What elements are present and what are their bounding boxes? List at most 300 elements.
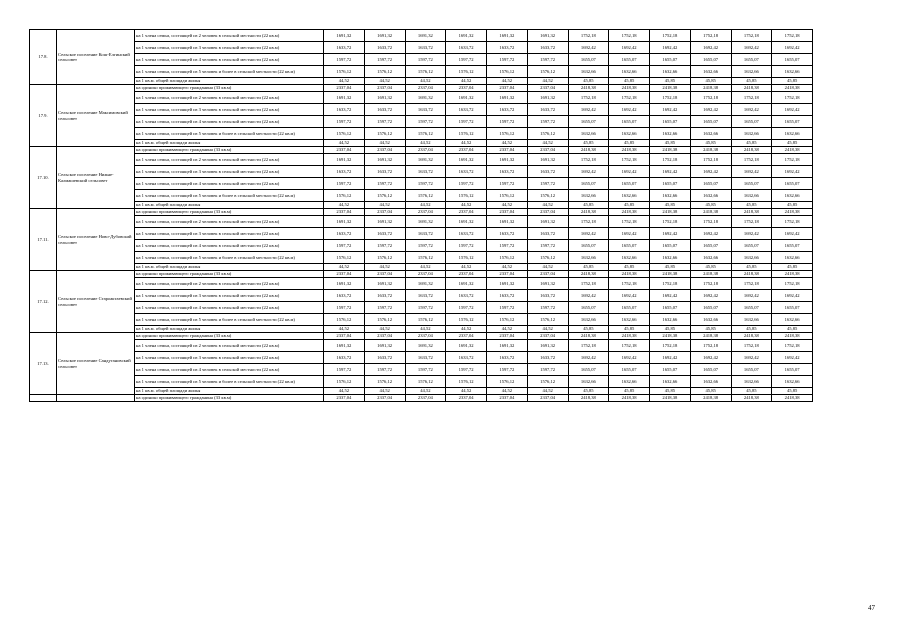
value-cell: 1632,66	[772, 252, 813, 264]
value-cell: 1632,66	[772, 128, 813, 140]
value-cell: 1655,07	[772, 54, 813, 66]
value-cell: 1692,42	[690, 352, 731, 364]
value-cell: 2418,38	[690, 271, 731, 278]
document-page	[29, 29, 800, 402]
value-cell: 2337,04	[487, 333, 528, 340]
row-description: на 1 члена семьи, состоящей из 2 человек в сельской местности (22 кв.м)	[135, 340, 324, 352]
row-description: на 1 члена семьи, состоящей из 2 человек в сельской местности (22 кв.м)	[135, 278, 324, 290]
value-cell: 1691,32	[527, 216, 568, 228]
value-cell: 1691,32	[405, 154, 446, 166]
value-cell: 1633,72	[324, 42, 365, 54]
value-cell: 1632,66	[609, 314, 650, 326]
value-cell: 2418,38	[609, 333, 650, 340]
value-cell: 2418,38	[650, 395, 691, 402]
value-cell: 1632,66	[690, 252, 731, 264]
value-cell: 1692,42	[731, 352, 772, 364]
value-cell: 2337,04	[527, 333, 568, 340]
value-cell: 2418,38	[731, 333, 772, 340]
value-cell: 1692,42	[650, 166, 691, 178]
value-cell: 1597,72	[527, 54, 568, 66]
table-row	[30, 278, 813, 290]
value-cell: 44,52	[364, 388, 405, 395]
value-cell: 1632,66	[568, 252, 609, 264]
value-cell: 1576,12	[487, 128, 528, 140]
value-cell: 44,52	[446, 326, 487, 333]
value-cell: 1633,72	[324, 104, 365, 116]
value-cell: 1692,42	[650, 352, 691, 364]
value-cell: 1597,72	[446, 364, 487, 376]
value-cell: 1692,42	[568, 104, 609, 116]
table-body	[30, 30, 813, 402]
value-cell: 1576,12	[446, 128, 487, 140]
row-description: на 1 члена семьи, состоящей из 2 человек в сельской местности (22 кв.м)	[135, 154, 324, 166]
row-description: на 1 кв.м. общей площади жилья	[135, 264, 324, 271]
value-cell: 44,52	[487, 388, 528, 395]
value-cell: 1655,07	[609, 302, 650, 314]
value-cell: 2337,04	[405, 209, 446, 216]
row-description: на 1 члена семьи, состоящей из 4 человек в сельской местности (22 кв.м)	[135, 364, 324, 376]
value-cell: 1655,07	[650, 302, 691, 314]
value-cell: 45,85	[772, 388, 813, 395]
value-cell: 1692,42	[609, 104, 650, 116]
value-cell: 1597,72	[324, 364, 365, 376]
value-cell: 1632,66	[609, 128, 650, 140]
table-row	[30, 202, 813, 209]
value-cell: 1752,18	[609, 216, 650, 228]
value-cell: 45,85	[731, 326, 772, 333]
value-cell: 2418,38	[772, 395, 813, 402]
housing-cost-table	[29, 29, 813, 402]
value-cell: 1692,42	[609, 166, 650, 178]
value-cell: 1576,12	[324, 190, 365, 202]
value-cell: 1692,42	[568, 166, 609, 178]
value-cell: 1632,66	[690, 314, 731, 326]
value-cell: 2337,04	[527, 395, 568, 402]
value-cell: 2418,38	[690, 333, 731, 340]
value-cell: 2337,04	[487, 85, 528, 92]
row-description: на одиноко проживающего гражданина (33 кв.м)	[135, 333, 324, 340]
value-cell: 1576,12	[364, 66, 405, 78]
value-cell: 2418,38	[690, 395, 731, 402]
value-cell: 1692,42	[772, 104, 813, 116]
settlement-name: Сельское поселение Сандугановский сельсовет	[57, 333, 135, 395]
value-cell: 1752,18	[772, 92, 813, 104]
value-cell: 1576,12	[527, 128, 568, 140]
table-row	[30, 352, 813, 364]
table-row	[30, 302, 813, 314]
value-cell: 2337,04	[364, 395, 405, 402]
value-cell: 1691,32	[487, 278, 528, 290]
value-cell: 1691,32	[487, 154, 528, 166]
value-cell: 44,52	[527, 140, 568, 147]
table-row	[30, 240, 813, 252]
value-cell: 45,85	[650, 264, 691, 271]
value-cell: 1655,07	[609, 116, 650, 128]
value-cell: 44,52	[446, 78, 487, 85]
value-cell: 2418,38	[609, 85, 650, 92]
row-description: на 1 члена семьи, состоящей из 5 человек и более в сельской местности (22 кв.м)	[135, 376, 324, 388]
value-cell: 1576,12	[527, 66, 568, 78]
value-cell: 44,52	[324, 140, 365, 147]
value-cell: 1632,66	[609, 190, 650, 202]
value-cell: 1597,72	[405, 178, 446, 190]
value-cell: 1632,66	[731, 252, 772, 264]
value-cell: 44,52	[364, 202, 405, 209]
table-row	[30, 209, 813, 216]
row-description: на 1 члена семьи, состоящей из 4 человек в сельской местности (22 кв.м)	[135, 240, 324, 252]
row-description: на 1 члена семьи, состоящей из 3 человек в сельской местности (22 кв.м)	[135, 166, 324, 178]
value-cell: 45,85	[690, 78, 731, 85]
value-cell: 2418,38	[568, 85, 609, 92]
value-cell: 1752,18	[690, 92, 731, 104]
value-cell: 1752,18	[650, 340, 691, 352]
table-row	[30, 42, 813, 54]
value-cell: 1576,12	[527, 314, 568, 326]
value-cell: 2418,38	[731, 147, 772, 154]
value-cell: 44,52	[527, 388, 568, 395]
value-cell: 1632,66	[772, 66, 813, 78]
value-cell: 2337,04	[446, 209, 487, 216]
value-cell: 2418,38	[609, 147, 650, 154]
value-cell: 1576,12	[446, 314, 487, 326]
value-cell: 1691,32	[324, 92, 365, 104]
value-cell: 45,85	[772, 264, 813, 271]
settlement-name: Сельское поселение Староактаевский сельсовет	[57, 271, 135, 333]
value-cell: 1633,72	[487, 166, 528, 178]
settlement-name: Сельское поселение Максимовский сельсовет	[57, 85, 135, 147]
value-cell: 1632,66	[690, 128, 731, 140]
value-cell: 1691,32	[324, 154, 365, 166]
value-cell: 2337,04	[405, 395, 446, 402]
row-description: на 1 члена семьи, состоящей из 3 человек в сельской местности (22 кв.м)	[135, 290, 324, 302]
value-cell: 1576,12	[364, 376, 405, 388]
value-cell: 1692,42	[731, 228, 772, 240]
value-cell: 45,85	[568, 202, 609, 209]
value-cell: 1576,12	[405, 252, 446, 264]
value-cell: 1576,12	[324, 128, 365, 140]
value-cell: 1655,07	[609, 364, 650, 376]
value-cell: 1576,12	[364, 252, 405, 264]
value-cell: 1692,42	[568, 290, 609, 302]
value-cell: 2337,04	[364, 147, 405, 154]
value-cell: 1752,18	[650, 154, 691, 166]
value-cell: 1576,12	[527, 252, 568, 264]
value-cell: 1576,12	[364, 190, 405, 202]
value-cell: 1752,18	[772, 154, 813, 166]
value-cell: 2337,04	[364, 271, 405, 278]
row-description: на 1 члена семьи, состоящей из 5 человек и более в сельской местности (22 кв.м)	[135, 252, 324, 264]
value-cell: 1576,12	[405, 66, 446, 78]
value-cell: 1597,72	[405, 364, 446, 376]
value-cell: 1633,72	[364, 290, 405, 302]
value-cell: 1655,07	[731, 364, 772, 376]
value-cell: 1692,42	[772, 166, 813, 178]
value-cell: 1597,72	[324, 240, 365, 252]
row-description: на 1 кв.м. общей площади жилья	[135, 202, 324, 209]
value-cell: 1597,72	[364, 302, 405, 314]
value-cell: 1692,42	[568, 42, 609, 54]
value-cell: 1691,32	[364, 278, 405, 290]
value-cell: 44,52	[446, 388, 487, 395]
value-cell: 1576,12	[364, 314, 405, 326]
table-row	[30, 154, 813, 166]
value-cell: 1633,72	[487, 352, 528, 364]
group-number: 17.8.	[30, 30, 57, 85]
value-cell: 1691,32	[446, 30, 487, 42]
value-cell: 1576,12	[324, 314, 365, 326]
table-row	[30, 340, 813, 352]
value-cell: 2337,04	[446, 395, 487, 402]
row-description: на одиноко проживающего гражданина (33 кв.м)	[135, 85, 324, 92]
value-cell: 1597,72	[324, 54, 365, 66]
settlement-name	[57, 395, 135, 402]
table-row	[30, 364, 813, 376]
value-cell: 44,52	[405, 264, 446, 271]
value-cell: 1632,66	[772, 314, 813, 326]
value-cell: 1576,12	[405, 314, 446, 326]
value-cell: 44,52	[324, 264, 365, 271]
table-row	[30, 190, 813, 202]
value-cell: 1632,66	[772, 376, 813, 388]
value-cell: 1633,72	[527, 290, 568, 302]
value-cell: 1691,32	[487, 216, 528, 228]
value-cell: 1752,18	[650, 30, 691, 42]
value-cell: 1632,66	[731, 190, 772, 202]
value-cell: 1576,12	[446, 252, 487, 264]
value-cell: 1633,72	[405, 352, 446, 364]
value-cell: 2418,38	[690, 85, 731, 92]
value-cell: 2418,38	[731, 271, 772, 278]
value-cell: 1633,72	[405, 228, 446, 240]
table-row	[30, 333, 813, 340]
value-cell: 1633,72	[446, 166, 487, 178]
value-cell: 45,85	[568, 140, 609, 147]
value-cell: 1597,72	[527, 178, 568, 190]
value-cell: 2337,04	[364, 85, 405, 92]
table-row	[30, 166, 813, 178]
value-cell: 1752,18	[690, 340, 731, 352]
value-cell: 44,52	[487, 78, 528, 85]
value-cell: 1752,18	[731, 340, 772, 352]
value-cell: 44,52	[527, 78, 568, 85]
value-cell: 2418,38	[609, 209, 650, 216]
value-cell: 45,85	[772, 78, 813, 85]
value-cell: 1692,42	[772, 228, 813, 240]
value-cell: 1576,12	[487, 314, 528, 326]
row-description: на 1 кв.м. общей площади жилья	[135, 78, 324, 85]
value-cell: 1633,72	[405, 42, 446, 54]
value-cell: 1597,72	[405, 54, 446, 66]
table-row	[30, 178, 813, 190]
table-row	[30, 147, 813, 154]
value-cell: 1632,66	[609, 252, 650, 264]
value-cell: 1692,42	[568, 352, 609, 364]
value-cell: 1752,18	[609, 92, 650, 104]
value-cell: 1691,32	[527, 30, 568, 42]
table-row	[30, 252, 813, 264]
value-cell: 1597,72	[364, 364, 405, 376]
value-cell: 1632,66	[650, 376, 691, 388]
value-cell: 1597,72	[324, 178, 365, 190]
value-cell: 45,85	[731, 78, 772, 85]
value-cell: 1691,32	[446, 216, 487, 228]
value-cell: 2418,38	[731, 209, 772, 216]
value-cell: 2418,38	[772, 333, 813, 340]
value-cell: 2337,04	[324, 85, 365, 92]
value-cell: 1655,07	[772, 302, 813, 314]
row-description: на 1 члена семьи, состоящей из 3 человек в сельской местности (22 кв.м)	[135, 42, 324, 54]
value-cell: 1655,07	[568, 54, 609, 66]
value-cell: 45,85	[690, 140, 731, 147]
value-cell: 1752,18	[609, 154, 650, 166]
value-cell: 1692,42	[690, 228, 731, 240]
value-cell: 1691,32	[405, 340, 446, 352]
value-cell: 1633,72	[487, 42, 528, 54]
value-cell: 45,85	[690, 264, 731, 271]
value-cell: 1752,18	[731, 92, 772, 104]
value-cell: 45,85	[690, 388, 731, 395]
value-cell: 1692,42	[690, 166, 731, 178]
value-cell: 2337,04	[324, 395, 365, 402]
value-cell: 1655,07	[731, 116, 772, 128]
value-cell: 2418,38	[568, 395, 609, 402]
value-cell: 1752,18	[772, 30, 813, 42]
value-cell: 1691,32	[405, 30, 446, 42]
value-cell: 1576,12	[446, 66, 487, 78]
value-cell: 1752,18	[772, 216, 813, 228]
value-cell: 1752,18	[568, 30, 609, 42]
row-description: на 1 члена семьи, состоящей из 4 человек в сельской местности (22 кв.м)	[135, 178, 324, 190]
value-cell: 2337,04	[446, 147, 487, 154]
value-cell: 1692,42	[731, 104, 772, 116]
value-cell: 44,52	[364, 264, 405, 271]
value-cell: 1752,18	[650, 216, 691, 228]
value-cell: 1597,72	[364, 54, 405, 66]
value-cell: 1691,32	[364, 340, 405, 352]
value-cell: 1655,07	[690, 54, 731, 66]
value-cell: 44,52	[405, 202, 446, 209]
value-cell: 2337,04	[364, 333, 405, 340]
group-number: 17.13.	[30, 333, 57, 395]
value-cell: 2337,04	[527, 147, 568, 154]
value-cell: 1692,42	[731, 166, 772, 178]
value-cell: 1655,07	[568, 364, 609, 376]
value-cell: 1691,32	[446, 92, 487, 104]
table-row	[30, 85, 813, 92]
value-cell: 1576,12	[405, 190, 446, 202]
value-cell: 1633,72	[364, 166, 405, 178]
value-cell: 2337,04	[405, 271, 446, 278]
row-description: на 1 члена семьи, состоящей из 3 человек в сельской местности (22 кв.м)	[135, 104, 324, 116]
value-cell: 1633,72	[364, 228, 405, 240]
value-cell: 1632,66	[650, 252, 691, 264]
value-cell: 2418,38	[568, 209, 609, 216]
row-description: на 1 члена семьи, состоящей из 4 человек в сельской местности (22 кв.м)	[135, 116, 324, 128]
value-cell: 1597,72	[364, 116, 405, 128]
row-description: на 1 кв.м. общей площади жилья	[135, 326, 324, 333]
value-cell: 45,85	[772, 140, 813, 147]
table-row	[30, 54, 813, 66]
value-cell: 2418,38	[650, 333, 691, 340]
value-cell: 1632,66	[568, 128, 609, 140]
row-description: на 1 члена семьи, состоящей из 5 человек и более в сельской местности (22 кв.м)	[135, 128, 324, 140]
row-description: на 1 члена семьи, состоящей из 5 человек и более в сельской местности (22 кв.м)	[135, 314, 324, 326]
value-cell: 1633,72	[487, 290, 528, 302]
table-row	[30, 92, 813, 104]
value-cell: 44,52	[324, 326, 365, 333]
row-description: на 1 члена семьи, состоящей из 3 человек в сельской местности (22 кв.м)	[135, 352, 324, 364]
value-cell: 1633,72	[527, 228, 568, 240]
value-cell: 1597,72	[527, 364, 568, 376]
value-cell: 1691,32	[324, 30, 365, 42]
value-cell: 1632,66	[731, 314, 772, 326]
value-cell: 1752,18	[731, 154, 772, 166]
value-cell: 45,85	[731, 388, 772, 395]
row-description: на 1 члена семьи, состоящей из 2 человек в сельской местности (22 кв.м)	[135, 92, 324, 104]
value-cell: 44,52	[364, 78, 405, 85]
value-cell: 1576,12	[527, 376, 568, 388]
value-cell: 1632,66	[731, 128, 772, 140]
value-cell: 2337,04	[527, 271, 568, 278]
value-cell: 1632,66	[690, 190, 731, 202]
value-cell: 1655,07	[772, 116, 813, 128]
value-cell: 45,85	[690, 326, 731, 333]
value-cell: 1692,42	[609, 290, 650, 302]
value-cell: 1633,72	[324, 352, 365, 364]
value-cell: 1632,66	[609, 376, 650, 388]
value-cell: 1691,32	[487, 340, 528, 352]
value-cell: 1655,07	[650, 240, 691, 252]
value-cell: 44,52	[446, 140, 487, 147]
value-cell: 1633,72	[324, 290, 365, 302]
value-cell: 2418,38	[650, 147, 691, 154]
value-cell: 1632,66	[568, 376, 609, 388]
row-description: на 1 члена семьи, состоящей из 3 человек в сельской местности (22 кв.м)	[135, 228, 324, 240]
value-cell: 1655,07	[772, 178, 813, 190]
value-cell: 45,85	[568, 326, 609, 333]
value-cell: 1655,07	[568, 116, 609, 128]
group-number	[30, 395, 57, 402]
value-cell: 1576,12	[364, 128, 405, 140]
value-cell: 1632,66	[568, 190, 609, 202]
settlement-name: Сельское поселение Ново-Дубовский сельсовет	[57, 209, 135, 271]
value-cell: 45,85	[731, 202, 772, 209]
value-cell: 44,52	[324, 202, 365, 209]
value-cell: 1597,72	[405, 116, 446, 128]
value-cell: 44,52	[527, 264, 568, 271]
value-cell: 1633,72	[324, 228, 365, 240]
value-cell: 1692,42	[690, 290, 731, 302]
value-cell: 1633,72	[405, 166, 446, 178]
row-description: на одиноко проживающего гражданина (33 кв.м)	[135, 147, 324, 154]
table-row	[30, 271, 813, 278]
value-cell: 1691,32	[487, 92, 528, 104]
value-cell: 1632,66	[690, 66, 731, 78]
value-cell: 2337,04	[527, 209, 568, 216]
value-cell: 1752,18	[650, 92, 691, 104]
table-row	[30, 66, 813, 78]
value-cell: 1633,72	[527, 42, 568, 54]
value-cell: 1752,18	[690, 278, 731, 290]
row-description: на 1 кв.м. общей площади жилья	[135, 388, 324, 395]
value-cell: 2418,38	[690, 209, 731, 216]
value-cell: 1752,18	[568, 278, 609, 290]
value-cell: 1597,72	[446, 240, 487, 252]
value-cell: 1692,42	[731, 42, 772, 54]
value-cell: 44,52	[405, 78, 446, 85]
value-cell: 44,52	[405, 140, 446, 147]
value-cell: 1633,72	[487, 104, 528, 116]
